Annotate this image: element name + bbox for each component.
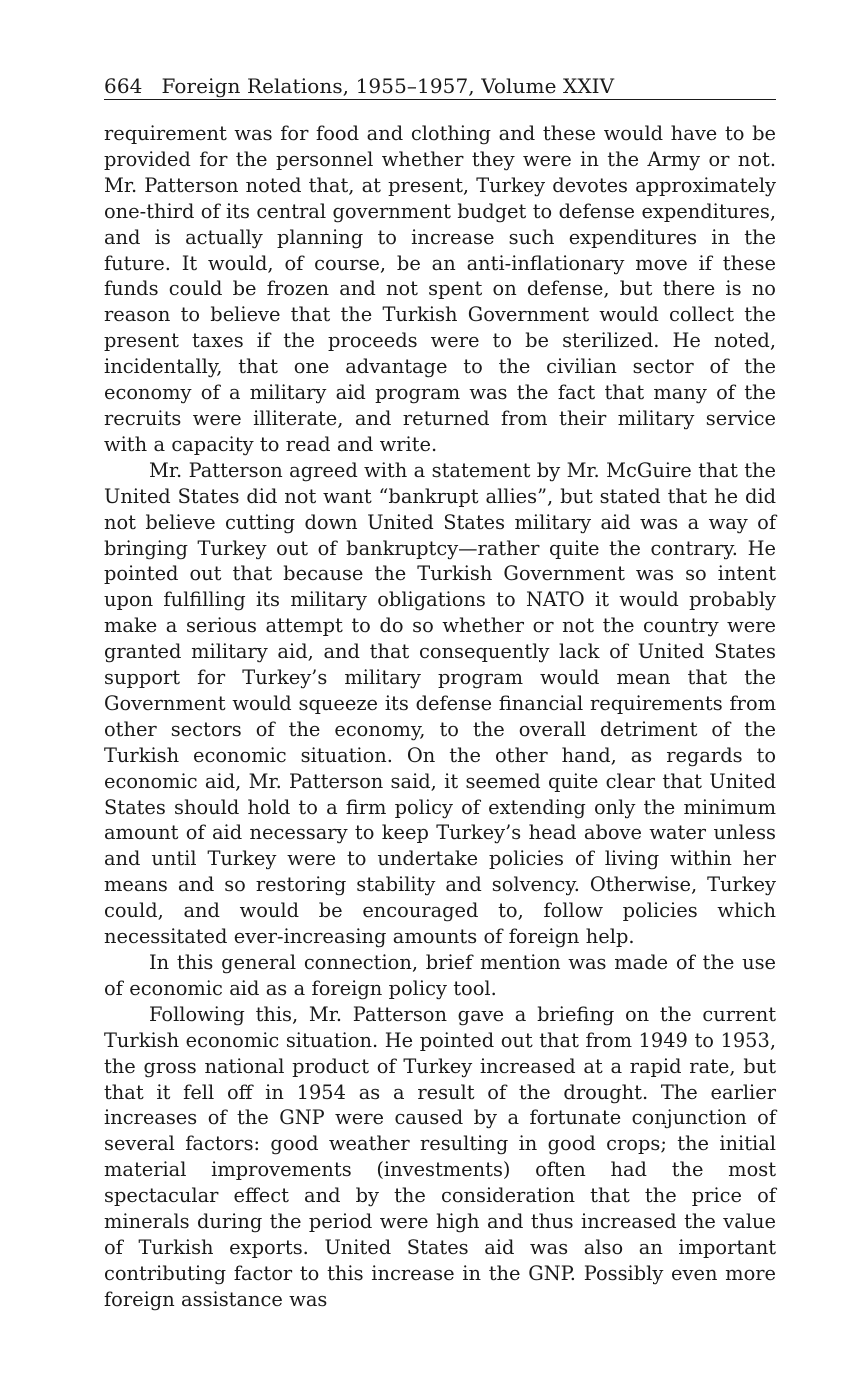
paragraph-bankrupt-allies: Mr. Patterson agreed with a statement by Mr. McGuire that the United States did not want “bankrupt allies”, but stated that he did not believe cutting down United States military aid was a way of bringing Turkey out of bankruptcy—rather quite the contrary. He pointed out that because the Turkish Government was so intent upon fulfilling its military obligations to NATO it would probably make a serious attempt to do so whether or not the country were granted military aid, and that consequently lack of United States support for Turkey’s military program would mean that the Government would squeeze its defense financial requirements from other sectors of the economy, to the overall detriment of the Turkish economic situation. On the other hand, as regards to economic aid, Mr. Patterson said, it seemed quite clear that United States should hold to a firm policy of extending only the minimum amount of aid necessary to keep Turkey’s head above water unless and until Turkey were to undertake policies of living within her means and so restoring stability and solvency. Otherwise, Turkey could, and would be encouraged to, follow policies which necessitated ever-increasing amounts of foreign help. [104, 458, 776, 949]
body-text [104, 121, 776, 1313]
running-head [104, 74, 776, 100]
document-page [104, 74, 776, 1313]
page-number: 664 [104, 74, 143, 98]
paragraph-economic-aid-tool: In this general connection, brief mention was made of the use of economic aid as a foreign policy tool. [104, 951, 776, 1000]
running-title: Foreign Relations, 1955–1957, Volume XXIV [161, 74, 615, 98]
paragraph-continued: requirement was for food and clothing and these would have to be provided for the personnel whether they were in the Army or not. Mr. Patterson noted that, at present, Turkey devotes approximately one-third of its central government budget to defense expenditures, and is actually planning to increase such expenditures in the future. It would, of course, be an anti-inflationary move if these funds could be frozen and not spent on defense, but there is no reason to believe that the Turkish Government would collect the present taxes if the proceeds were to be sterilized. He noted, incidentally, that one advantage to the civilian sector of the economy of a military aid program was the fact that many of the recruits were illiterate, and returned from their military service with a capacity to read and write. [104, 122, 776, 456]
paragraph-economic-briefing: Following this, Mr. Patterson gave a briefing on the current Turkish economic situation. He pointed out that from 1949 to 1953, the gross national product of Turkey increased at a rapid rate, but that it fell off in 1954 as a result of the drought. The earlier increases of the GNP were caused by a fortunate conjunction of several factors: good weather resulting in good crops; the initial material improvements (investments) often had the most spectacular effect and by the consideration that the price of minerals during the period were high and thus increased the value of Turkish exports. United States aid was also an important contributing factor to this increase in the GNP. Possibly even more foreign assistance was [104, 1002, 776, 1311]
